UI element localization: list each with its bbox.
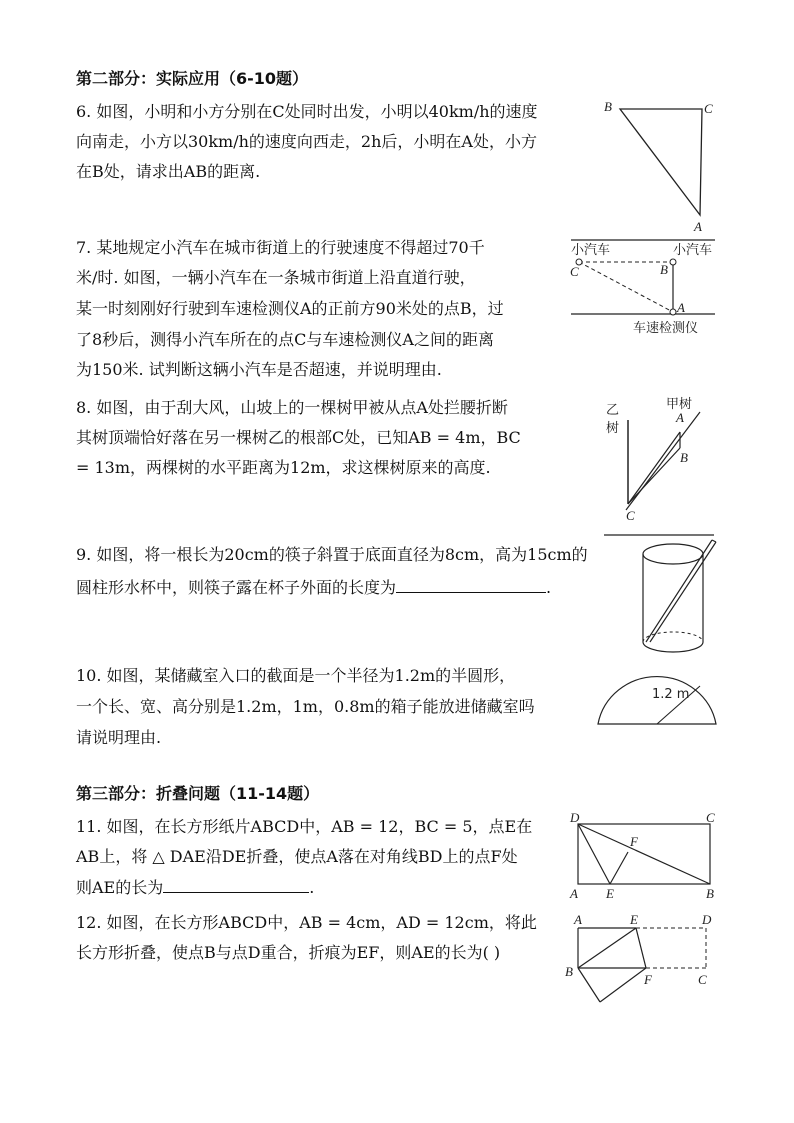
question-11-line-2: AB上，将 △ DAE沿DE折叠，使点A落在对角线BD上的点F处 [76,847,518,866]
fig7-label-c: C [570,264,579,279]
fig12-label-f: F [644,972,652,987]
question-9-line-2-end: . [546,578,552,597]
figure-11-folded-rectangle [566,810,726,902]
fig11-label-e: E [606,886,614,901]
fig8-label-jiashu: 甲树 [666,397,693,412]
fig7-label-detector: 车速检测仪 [633,321,699,336]
figure-6-right-triangle [590,95,730,240]
fig8-label-c: C [626,508,635,523]
question-7-line-5: 为150米. 试判断这辆小汽车是否超速，并说明理由. [76,360,442,379]
fig11-label-a: A [570,886,578,901]
question-9-line-1: 9. 如图，将一根长为20cm的筷子斜置于底面直径为8cm，高为15cm的 [76,545,588,564]
section-title-part3: 第三部分：折叠问题（11-14题） [76,784,320,803]
fig6-label-a: A [694,219,702,234]
question-10-line-1: 10. 如图，某储藏室入口的截面是一个半径为1.2m的半圆形， [76,666,516,685]
fig7-label-car-left: 小汽车 [571,243,611,258]
fig6-label-b: B [604,99,612,114]
fig12-label-e: E [630,912,638,927]
fig10-label-radius: 1.2 m [652,687,690,702]
question-10-line-3: 请说明理由. [76,728,162,747]
fig6-label-c: C [704,101,713,116]
fig11-label-f: F [630,834,638,849]
question-8-line-2: 其树顶端恰好落在另一棵树乙的根部C处，已知AB = 4m，BC [76,428,521,447]
question-6-line-1: 6. 如图，小明和小方分别在C处同时出发，小明以40km/h的速度 [76,102,538,121]
question-8-line-3: = 13m，两棵树的水平距离为12m，求这棵树原来的高度. [76,458,491,477]
question-9-line-2 [76,576,551,599]
question-7-line-2: 米/时. 如图，一辆小汽车在一条城市街道上沿直道行驶， [76,268,476,287]
fig12-label-c: C [698,972,707,987]
question-11-line-1: 11. 如图，在长方形纸片ABCD中，AB = 12，BC = 5，点E在 [76,817,533,836]
question-11-line-3-end: . [309,878,315,897]
fig7-label-b: B [660,262,668,277]
answer-blank-q11[interactable] [163,876,309,893]
figure-7-speed-check [565,232,725,342]
fig8-label-b: B [680,450,688,465]
question-12-line-1: 12. 如图，在长方形ABCD中，AB = 4cm，AD = 12cm，将此 [76,913,537,932]
figure-9-cylinder-cup [640,538,720,656]
figure-12-fold-b-to-d [564,910,724,1008]
fig11-label-c: C [706,810,715,825]
fig7-label-a: A [677,300,685,315]
section-title-part2: 第二部分：实际应用（6-10题） [76,69,309,88]
question-11-line-3-text: 则AE的长为 [76,878,164,897]
question-6-line-2: 向南走，小方以30km/h的速度向西走，2h后，小明在A处，小方 [76,132,537,151]
fig12-label-b: B [565,964,573,979]
question-9-line-2-text: 圆柱形水杯中，则筷子露在杯子外面的长度为 [76,578,397,597]
question-8-line-1: 8. 如图，由于刮大风，山坡上的一棵树甲被从点A处拦腰折断 [76,398,508,417]
fig11-label-b: B [706,886,714,901]
fig11-label-d: D [570,810,580,825]
fig8-label-yi: 乙 [606,403,620,418]
question-12-line-2: 长方形折叠，使点B与点D重合，折痕为EF，则AE的长为( ) [76,943,501,962]
fig8-label-shu: 树 [606,421,620,436]
question-11-line-3 [76,876,314,899]
question-6-line-3: 在B处，请求出AB的距离. [76,162,261,181]
fig7-label-car-right: 小汽车 [673,243,713,258]
fig8-label-a: A [676,410,684,425]
figure-10-semicircle-entrance [596,664,720,728]
question-7-line-3: 某一时刻刚好行驶到车速检测仪A的正前方90米处的点B，过 [76,299,504,318]
question-7-line-4: 了8秒后，测得小汽车所在的点C与车速检测仪A之间的距离 [76,330,494,349]
figure-8-broken-tree [600,392,720,542]
answer-blank-q9[interactable] [396,576,546,593]
question-7-line-1: 7. 某地规定小汽车在城市街道上的行驶速度不得超过70千 [76,238,485,257]
fig12-label-a: A [574,912,582,927]
question-10-line-2: 一个长、宽、高分别是1.2m，1m，0.8m的箱子能放进储藏室吗 [76,697,535,716]
fig12-label-d: D [702,912,712,927]
